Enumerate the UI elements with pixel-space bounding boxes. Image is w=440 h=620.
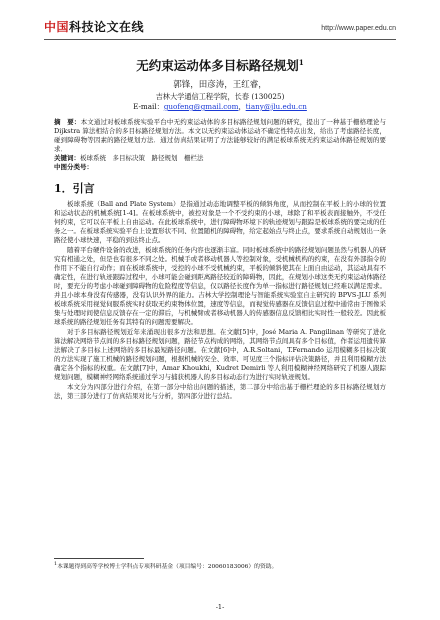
section-heading: 1．引言 — [54, 182, 95, 195]
site-url[interactable]: http://www.paper.edu.cn — [321, 25, 396, 32]
authors: 郭锋，田彦涛，王红睿， — [173, 80, 267, 90]
site-header — [44, 17, 396, 40]
email-line — [54, 102, 386, 112]
title-footnote-mark: 1 — [298, 57, 304, 67]
footnote — [54, 561, 386, 571]
keywords — [54, 154, 386, 163]
email-label: E-mail： — [133, 102, 164, 111]
paper-title — [54, 56, 386, 74]
paragraph-4: 本文分为四部分进行介绍，在第一部分中给出问题的描述，第二部分中给出基于栅栏理论的多目标路径规划方法，第三部分进行了仿真结果对比与分析，第四部分进行总结。 — [54, 383, 386, 400]
clc-number — [54, 163, 386, 172]
footnote-mark: 1 — [54, 562, 58, 567]
affiliation: 吉林大学通信工程学院，长春 (130025) — [155, 92, 285, 101]
abstract-text: 本文通过对板球系统实验平台中无约束运动体的多目标路径规划问题的研究，提出了一种基于栅格理论与 Dijkstra 算法相结合的多目标路径规划方法。本文以无约束运动体运动不确定性特点出发，给出了考虑路径长度，碰到障碍物等因素的路径规划方法．通过仿真结果证明了方法能够较好的满足板球系统无约束运动体路径规划的要求． — [54, 118, 387, 153]
footnote-text: 本课题得到高等学校博士学科点专项科研基金（项目编号：20060183006）的资助。 — [57, 563, 278, 570]
paper-body — [54, 48, 386, 402]
footnote-divider — [54, 558, 144, 559]
page-number: -1- — [215, 603, 225, 611]
site-logo[interactable] — [44, 18, 144, 35]
email-link-1[interactable]: guofeng@gmail.com — [163, 102, 239, 111]
paragraph-2: 随着平台硬件设备的改进，板球系统的任务内容也逐渐丰富。同时板球系统中的路径规划问题虽然与机器人的研究有相通之处，但是也有很多不同之处。机械手或者移动机器人等控制对象，受机械机构的约束，在没有外部指令的作用下不能自行动作；而在板球系统中，受控的小球不受机械约束，平板的倾斜使其在上面自由运动，其运动具有不确定性，在进行轨迹跟踪过程中，小球可能会碰到距离路径较近的障碍物，因此，在规划小球这类无约束运动体路径时，要充分的考虑小球碰到障碍物的危险程度等信息，仅以路径长度作为单一指标进行路径规划已经难以满足需求。并且小球本身没有传感器，没有认识外界的能力。吉林大学控制理论与智能系统实验室自主研究的 BPVS-JLU 系列板球系统采用视觉伺服系统实时获取无约束物体位置，速度等信息，而视觉传感器在反馈信息过程中通常由于图像采集与处理时间使信息反馈存在一定的滞后，与机械臂或者移动机器人的传感器信息反馈相比实时性一般较差。因此板球系统的路径规划任务有其特有的问题需要解决。 — [54, 246, 386, 326]
clc-label: 中图分类号： — [54, 163, 93, 171]
keywords-text: 板球系统 多目标决策 路径规划 栅栏法 — [80, 154, 204, 162]
abstract — [54, 118, 386, 154]
title-text: 无约束运动体多目标路径规划 — [136, 58, 299, 73]
logo-black-text: 科技论文在线 — [69, 20, 145, 34]
keywords-label: 关键词： — [54, 154, 80, 162]
paragraph-3: 对于多目标路径规划近年来涌现出很多方法和思想。在文献[5]中，José Maria A. Pangilinan 等研究了进化算法解决网络节点间的多目标路径规划问题，路径节点构成的网络，其网络节点间具有多个目标值，作者运用遗传算法解决了多目标上述网络的多目标最短路径问题。在文献[6]中，A.R.Soltani，T.Fernando 运用模糊多目标决策的方法实现了施工机械的路径规划问题，根据机械的安全、效率、可见度三个指标评估决策路径，并且利用模糊方法确定各个指标的权重。在文献[7]中，Amar Khoukhi，Kudret Demirli 等人利用模糊神经网络研究了机器人跟踪规划问题，模糊神经网络系统通过学习与捕获机器人的多目标动态行为进行实时轨迹规划。 — [54, 328, 386, 381]
logo-red-text: 中国 — [44, 20, 70, 34]
email-link-2[interactable]: tiany@jlu.edu.cn — [245, 102, 307, 111]
paragraph-1: 板球系统（Ball and Plate System）是指通过动态地调整平板的倾斜角度，从而控制在平板上的小球的位置和运动状态的机械系统[1-4]。在板球系统中，被控对象是一个不受约束的小球，球除了和平板表面接触外，不受任何约束，它可以在平板上自由运动。在此板球系统中，进行障碍物环境下的轨迹规划与跟踪是板球系统的要完成的任务之一。在板球系统实验平台上设置形状不同、位置随机的障碍物，给定起始点与终止点，要求系统自动规划出一条路径使小球快速，平稳的到达终止点。 — [54, 200, 386, 244]
abstract-label: 摘 要： — [54, 118, 81, 126]
email-separator: ， — [238, 102, 246, 111]
